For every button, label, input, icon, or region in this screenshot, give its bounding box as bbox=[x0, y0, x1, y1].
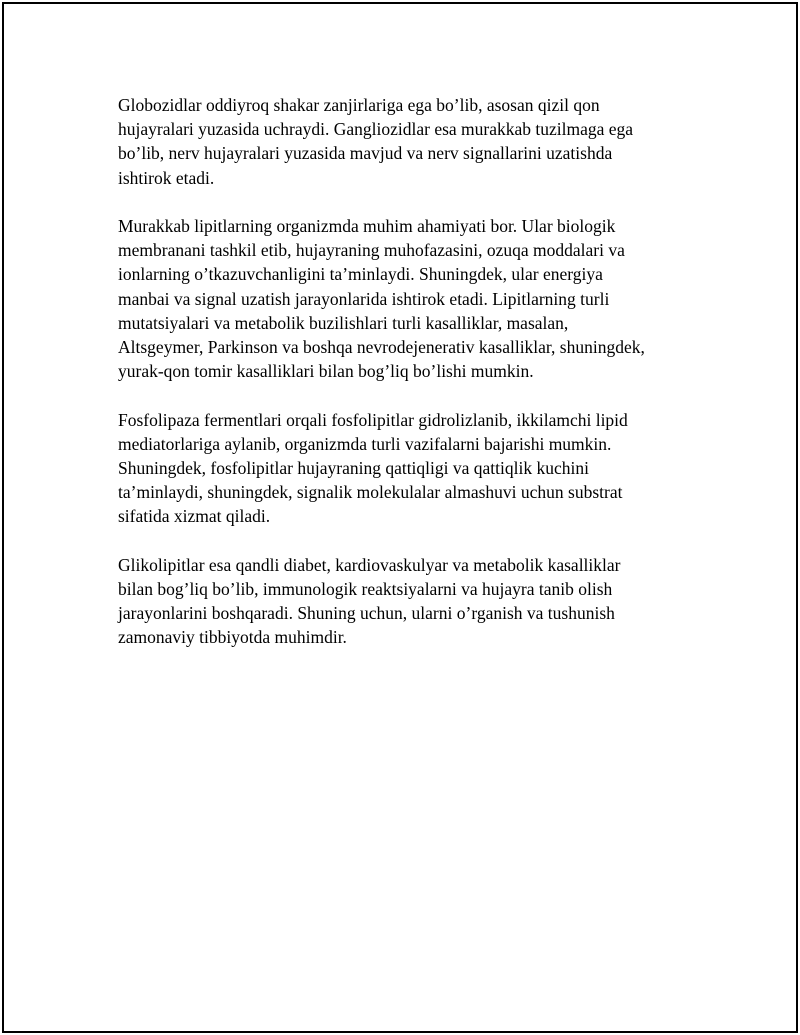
text-line: ta’minlaydi, shuningdek, signalik molekulalar almashuvi uchun substrat bbox=[118, 482, 623, 503]
text-line: Fosfolipaza fermentlari orqali fosfolipitlar gidrolizlanib, ikkilamchi lipid bbox=[118, 409, 628, 430]
document-body bbox=[118, 93, 698, 674]
text-line: ishtirok etadi. bbox=[118, 167, 215, 188]
text-line: sifatida xizmat qiladi. bbox=[118, 506, 271, 527]
text-line: mediatorlariga aylanib, organizmda turli vazifalarni bajarishi mumkin. bbox=[118, 433, 612, 454]
text-line: zamonaviy tibbiyotda muhimdir. bbox=[118, 627, 347, 648]
paragraph-globozidlar bbox=[118, 93, 698, 190]
text-line: bo’lib, nerv hujayralari yuzasida mavjud va nerv signallarini uzatishda bbox=[118, 143, 613, 164]
text-line: membranani tashkil etib, hujayraning muhofazasini, ozuqa moddalari va bbox=[118, 240, 625, 261]
text-line: jarayonlarini boshqaradi. Shuning uchun, ularni o’rganish va tushunish bbox=[118, 603, 615, 624]
text-line: Glikolipitlar esa qandli diabet, kardiovaskulyar va metabolik kasalliklar bbox=[118, 554, 621, 575]
text-line: yurak-qon tomir kasalliklari bilan bog’liq bo’lishi mumkin. bbox=[118, 361, 534, 382]
text-line: bilan bog’liq bo’lib, immunologik reaktsiyalarni va hujayra tanib olish bbox=[118, 579, 613, 600]
text-line: Globozidlar oddiyroq shakar zanjirlariga ega bo’lib, asosan qizil qon bbox=[118, 95, 600, 115]
text-line: Altsgeymer, Parkinson va boshqa nevrodejenerativ kasalliklar, shuningdek, bbox=[118, 337, 645, 358]
text-line: Shuningdek, fosfolipitlar hujayraning qattiqligi va qattiqlik kuchini bbox=[118, 458, 589, 479]
paragraph-murakkab-lipitlar bbox=[118, 214, 698, 383]
text-line: ionlarning o’tkazuvchanligini ta’minlaydi. Shuningdek, ular energiya bbox=[118, 264, 603, 285]
paragraph-glikolipitlar bbox=[118, 553, 698, 650]
text-line: mutatsiyalari va metabolik buzilishlari turli kasalliklar, masalan, bbox=[118, 312, 569, 333]
text-line: manbai va signal uzatish jarayonlarida ishtirok etadi. Lipitlarning turli bbox=[118, 288, 610, 309]
text-line: Murakkab lipitlarning organizmda muhim ahamiyati bor. Ular biologik bbox=[118, 216, 616, 236]
paragraph-fosfolipaza bbox=[118, 408, 698, 529]
text-line: hujayralari yuzasida uchraydi. Gangliozidlar esa murakkab tuzilmaga ega bbox=[118, 119, 634, 140]
